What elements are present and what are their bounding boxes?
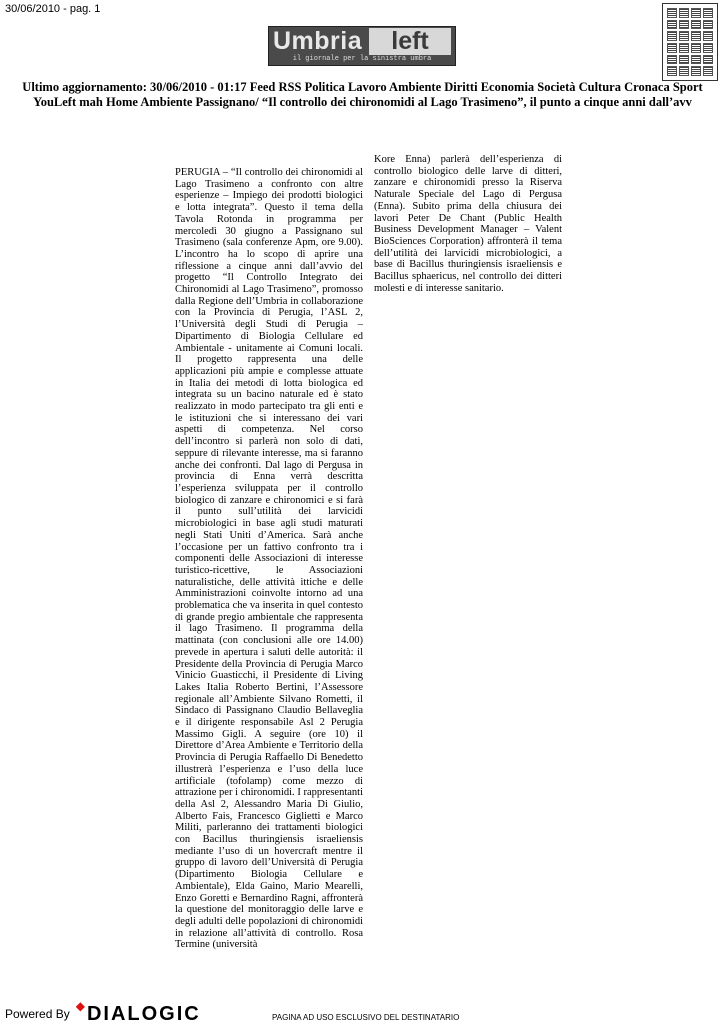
header-nav-line: Ultimo aggiornamento: 30/06/2010 - 01:17 Feed RSS Politica Lavoro Ambiente Diritti Economia Società Cultura Cronaca Sport [22, 80, 703, 94]
dialogic-brand: DIALOGIC [86, 1002, 201, 1025]
logo-word-left: left [369, 28, 451, 55]
page-date-number: 30/06/2010 - pag. 1 [5, 3, 101, 15]
logo-tagline: il giornale per la sinistra umbra [292, 55, 432, 63]
header-breadcrumb-title: YouLeft mah Home Ambiente Passignano/ “Il controllo dei chironomidi al Lago Trasimeno”, il punto a cinque anni dall’avv [33, 95, 692, 109]
article-column-right: Kore Enna) parlerà dell’esperienza di controllo biologico delle larve di ditteri, zanzare e chironomidi presso la Riserva Naturale Speciale del Lago di Pergusa (Enna). Subito prima della chiusura dei lavori Peter De Chant (Public Health Business Development Manager – Valent BioSciences Corporation) affronterà il tema dell’utilità dei larvicidi microbiologici, a base di Bacillus thuringiensis israeliensis e Bacillus sphaericus, nel controllo dei ditteri molesti e di interesse sanitario. [374, 154, 562, 294]
umbrialeft-logo [268, 26, 456, 66]
powered-by-label: Powered By [5, 1007, 70, 1021]
powered-by-footer [5, 999, 201, 1025]
dialogic-logo-icon: ◆ [75, 999, 85, 1013]
press-archive-stamp-icon [662, 3, 718, 81]
footer-note: PAGINA AD USO ESCLUSIVO DEL DESTINATARIO [272, 1013, 460, 1022]
article-column-left: PERUGIA – “Il controllo dei chironomidi al Lago Trasimeno a confronto con altre esperienze – Impiego dei prodotti biologici e lotta integrata”. Questo il tema della Tavola Rotonda in programma per mercoledì 30 giugno a Passignano sul Trasimeno (sala conferenze Apm, ore 9.00). L’incontro ha lo scopo di aprire una riflessione a cinque anni dall’avvio del progetto “Il Controllo Integrato dei Chironomidi al Lago Trasimeno”, promosso dalla Regione dell’Umbria in collaborazione con la Provincia di Perugia, l’ASL 2, l’Università degli Studi di Perugia – Dipartimento di Biologia Cellulare ed Ambientale - unitamente ai Comuni locali. Il progetto rappresenta una delle applicazioni più ampie e complesse attuate in Italia dei metodi di lotta biologica ed integrata su un bacino naturale ed è stato realizzato in modo partecipato tra gli enti e le istituzioni che si interessano dei vari aspetti di competenza. Nel corso dell’incontro si parlerà non solo di dati, seppure di rilevante interesse, ma si faranno anche dei confronti. Dal lago di Pergusa in provincia di Enna verrà descritta l’esperienza sviluppata per il controllo biologico di zanzare e chironomici e si farà il punto sull’utilità dei larvicidi microbiologici in base agli studi maturati negli Stati Uniti d’America. Sarà anche l’occasione per un fattivo confronto tra i componenti delle Associazioni di interesse turistico-ricettive, le Associazioni naturalistiche, delle attività ittiche e delle Amministrazioni coinvolte intorno ad una problematica che va inserita in quel contesto di grande pregio ambientale che rappresenta il lago Trasimeno. Il programma della mattinata (con conclusioni alle ore 14.00) prevede in apertura i saluti delle autorità: il Presidente della Provincia di Perugia Marco Vinicio Guasticchi, il Presidente di Living Lakes Italia Roberto Bertini, l’Assessore regionale all’Ambiente Silvano Rometti, il Sindaco di Passignano Claudio Bellaveglia e il dirigente responsabile Asl 2 Perugia Massimo Gigli. A seguire (ore 10) il Direttore d’Area Ambiente e Territorio della Provincia di Perugia Raffaello Di Benedetto illustrerà l’esperienza e l’uso della luce artificiale (tofolamp) come mezzo di attrazione per i chironomidi. I rappresentanti della Asl 2, Alessandro Maria Di Giulio, Alberto Fais, Francesco Giglietti e Marco Militi, parleranno dei trattamenti biologici con Bacillus thuringiensis israeliensis mediante l’uso di un hovercraft mentre il gruppo di lavoro dell’Università di Perugia (Dipartimento Biologia Cellulare e Ambientale), Elda Gaino, Mario Mearelli, Enzo Goretti e Bernardino Ragni, affronterà la questione del monitoraggio delle larve e degli adulti delle popolazioni di chironomidi in relazione all’attività di controllo. Rosa Termine (università [175, 167, 363, 951]
logo-word-umbria: Umbria [273, 27, 363, 55]
